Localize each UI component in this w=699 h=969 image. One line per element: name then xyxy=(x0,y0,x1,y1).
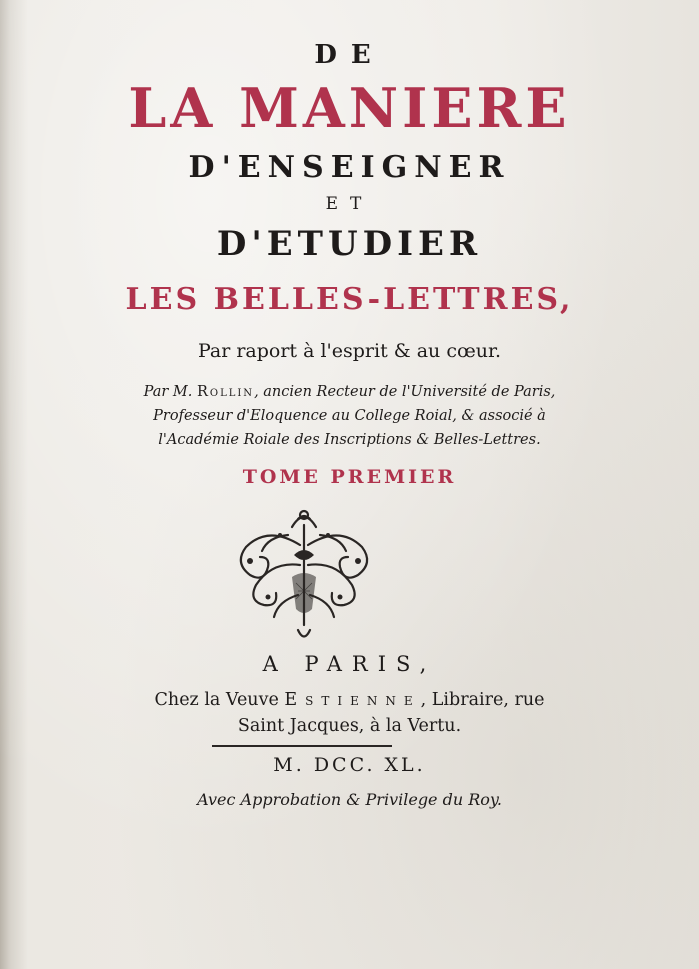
imprint-block xyxy=(0,687,699,739)
author-line-1 xyxy=(0,380,699,404)
author-block xyxy=(0,380,699,452)
title-etudier: D'ETUDIER xyxy=(216,224,483,264)
publisher-name: Estienne xyxy=(284,690,421,710)
title-et: ET xyxy=(325,194,374,214)
subtitle: Par raport à l'esprit & au cœur. xyxy=(197,340,502,362)
author-prefix: Par M. xyxy=(143,384,193,400)
author-line-1-rest: , ancien Recteur de l'Université de Paris, xyxy=(254,384,556,400)
imprint-city: A PARIS, xyxy=(262,652,437,676)
imprint-line-1 xyxy=(0,687,699,713)
volume-label: TOME PREMIER xyxy=(242,466,457,488)
author-line-3: l'Académie Roiale des Inscriptions & Belles-Lettres. xyxy=(158,432,541,448)
imprint-line-1-a: Chez la Veuve xyxy=(154,690,279,710)
publication-date: M. DCC. XL. xyxy=(273,754,426,776)
fleuron-ornament-icon xyxy=(228,505,380,645)
approbation-line: Avec Approbation & Privilege du Roy. xyxy=(197,790,502,809)
imprint-line-2: Saint Jacques, à la Vertu. xyxy=(237,716,462,736)
divider-rule xyxy=(212,745,392,747)
author-name: Rollin xyxy=(196,384,255,400)
imprint-line-1-b: , Libraire, rue xyxy=(420,690,545,710)
title-belles-lettres: LES BELLES-LETTRES, xyxy=(125,282,574,317)
author-line-2: Professeur d'Eloquence au College Roial, & associé à xyxy=(153,408,546,424)
title-la-maniere: LA MANIERE xyxy=(128,76,571,140)
title-de: DE xyxy=(314,40,385,70)
title-enseigner: D'ENSEIGNER xyxy=(188,150,511,185)
